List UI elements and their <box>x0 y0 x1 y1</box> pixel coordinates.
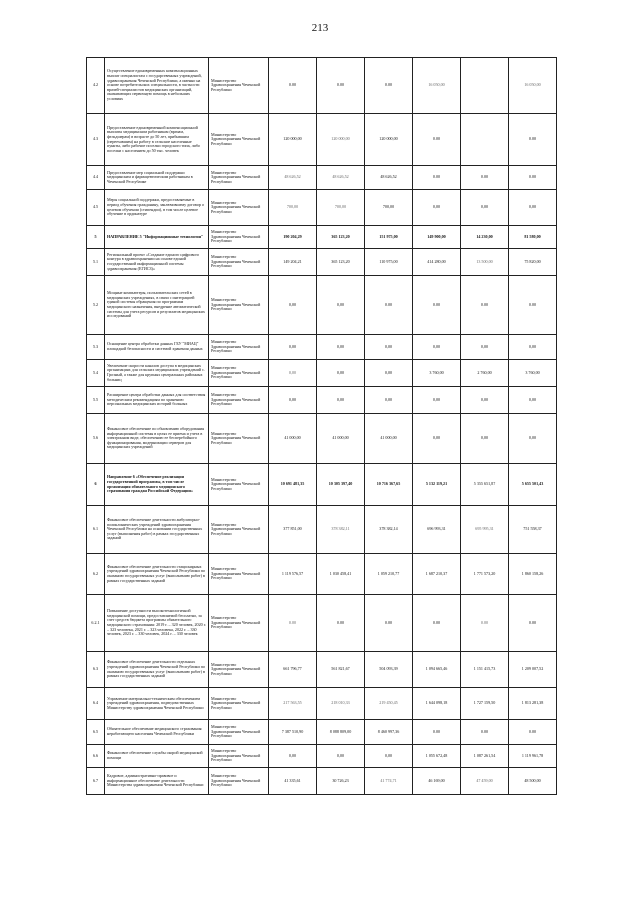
row-name: Кадровое, административно-правовое и информационное обеспечение деятельности Министерства здравоохранения Чеченской Республики <box>105 768 209 795</box>
row-number: 6.1 <box>87 506 105 554</box>
table-row <box>87 768 557 795</box>
row-value: 0,00 <box>269 276 317 335</box>
row-value: 0.00 <box>365 276 413 335</box>
row-number: 5.4 <box>87 360 105 387</box>
table-row <box>87 58 557 114</box>
row-value: 3 760,00 <box>413 360 461 387</box>
row-value: 0,00 <box>413 414 461 464</box>
table-row <box>87 688 557 720</box>
row-number: 5.2 <box>87 276 105 335</box>
row-value: 0.00 <box>509 595 557 652</box>
row-value: 7 387 510,90 <box>269 720 317 745</box>
row-name: Предоставление мер социальной поддержки медицинским и фармацевтическим работникам в Чеченской Республике <box>105 166 209 190</box>
row-value: 10 716 367,65 <box>365 464 413 506</box>
row-executor: Министерство Здравоохранения Чеченской Республики <box>209 688 269 720</box>
row-value <box>461 114 509 166</box>
row-value: 1 813 281,38 <box>509 688 557 720</box>
row-value: 0,00 <box>413 335 461 360</box>
table-row <box>87 506 557 554</box>
row-number: 6.3 <box>87 652 105 688</box>
row-value: 10 305 397,40 <box>317 464 365 506</box>
row-value: 0,00 <box>317 387 365 414</box>
row-value: 41 000,00 <box>269 414 317 464</box>
row-name: Финансовое обеспечение деятельности стационарных учреждений здравоохранения Чеченской Республики по оказанию государственных услуг (выполнению работ) в рамках государственных заданий <box>105 554 209 595</box>
row-value: 41 000,00 <box>365 414 413 464</box>
row-value: 700,00 <box>365 190 413 226</box>
row-value: 48 500,00 <box>509 768 557 795</box>
row-value: 5 655 501,43 <box>509 464 557 506</box>
row-value: 414 280,00 <box>413 249 461 276</box>
row-value: 0,00 <box>269 335 317 360</box>
row-value: 0.00 <box>269 58 317 114</box>
row-executor: Министерство Здравоохранения Чеченской Республики <box>209 768 269 795</box>
row-executor: Министерство Здравоохранения Чеченской Республики <box>209 58 269 114</box>
row-value: 3 760,00 <box>509 360 557 387</box>
row-value: 0,00 <box>269 360 317 387</box>
row-value: 8 088 809,00 <box>317 720 365 745</box>
row-number: 5.3 <box>87 335 105 360</box>
table-row <box>87 554 557 595</box>
row-value: 0.00 <box>413 595 461 652</box>
row-number: 5.6 <box>87 414 105 464</box>
row-number: 5.1 <box>87 249 105 276</box>
row-value: 0,00 <box>269 387 317 414</box>
budget-table <box>86 57 557 795</box>
row-value: 0.00 <box>509 114 557 166</box>
row-value: 5 132 119,21 <box>413 464 461 506</box>
row-value: 1 059 210,77 <box>365 554 413 595</box>
row-value: 1 119 576,57 <box>269 554 317 595</box>
row-number: 6.6 <box>87 745 105 768</box>
row-value: 5 355 651,87 <box>461 464 509 506</box>
table-row <box>87 387 557 414</box>
row-value: 0,00 <box>413 387 461 414</box>
row-value: 1 151 415,73 <box>461 652 509 688</box>
row-value: 695 995,31 <box>461 506 509 554</box>
row-value: 0,00 <box>461 387 509 414</box>
row-executor: Министерство Здравоохранения Чеченской Республики <box>209 114 269 166</box>
row-value: 0,00 <box>317 360 365 387</box>
row-value: 217 563,55 <box>269 688 317 720</box>
row-value: 0,00 <box>365 335 413 360</box>
table-row <box>87 360 557 387</box>
row-name: Оснащение центра обработки данных ГБУ "МИАЦ" площадкой безопасности и системой хранения данных <box>105 335 209 360</box>
row-value: 0,00 <box>365 360 413 387</box>
row-value: 0.00 <box>461 166 509 190</box>
row-value: 0,00 <box>461 414 509 464</box>
row-name: Осуществление единовременных компенсационных выплат специалистам с государственных учреждений, здравоохранения Чеченской Республики, а именно на основе потребительских специальности, в частности врачей-специалистов медицинских организаций, оказывающих первичную помощь в небольших условиях <box>105 58 209 114</box>
row-value: 0,00 <box>317 745 365 768</box>
row-value: 16 050,00 <box>413 58 461 114</box>
row-executor: Министерство Здравоохранения Чеченской Республики <box>209 360 269 387</box>
row-value: 0,00 <box>461 335 509 360</box>
row-value: 700,00 <box>269 190 317 226</box>
row-value: 0.00 <box>509 720 557 745</box>
row-value: 75 820,00 <box>509 249 557 276</box>
table-row <box>87 745 557 768</box>
row-value: 661 796,77 <box>269 652 317 688</box>
row-number: 4.5 <box>87 190 105 226</box>
row-number: 6.5 <box>87 720 105 745</box>
row-value: 2 760,00 <box>461 360 509 387</box>
row-value: 365 123,20 <box>317 249 365 276</box>
row-value: 0.00 <box>269 595 317 652</box>
page-number: 213 <box>311 22 329 34</box>
row-executor: Министерство Здравоохранения Чеченской Республики <box>209 249 269 276</box>
row-value: 1 055 672,48 <box>413 745 461 768</box>
row-value: 120 000,00 <box>317 114 365 166</box>
row-value: 1 209 007,52 <box>509 652 557 688</box>
table-row <box>87 464 557 506</box>
row-value: 0.00 <box>413 114 461 166</box>
row-name: Финансовое обеспечение деятельности амбулаторно-поликлинических учреждений здравоохранения Чеченской Республики на основании государственных услуг (выполнения работ) в рамках государственных заданий <box>105 506 209 554</box>
row-value: 41 335,61 <box>269 768 317 795</box>
row-executor: Министерство Здравоохранения Чеченской Республики <box>209 335 269 360</box>
row-executor: Министерство Здравоохранения Чеченской Республики <box>209 226 269 249</box>
row-value: 561 821,67 <box>317 652 365 688</box>
row-executor: Министерство Здравоохранения Чеченской Республики <box>209 276 269 335</box>
row-executor: Министерство Здравоохранения Чеченской Республики <box>209 387 269 414</box>
row-number: 4.2 <box>87 58 105 114</box>
table-row <box>87 335 557 360</box>
row-value: 377 851,00 <box>269 506 317 554</box>
row-name: Меры социальной поддержки, предоставляемые в период обучения гражданину, заключившему договор о целевом обучении (стипендии), в том числе целевое обучение в ординатуре <box>105 190 209 226</box>
row-value: 46 169,00 <box>413 768 461 795</box>
row-number: 4.3 <box>87 114 105 166</box>
row-value: 1 644 098,18 <box>413 688 461 720</box>
row-value: 378 382,11 <box>317 506 365 554</box>
row-value: 700,00 <box>317 190 365 226</box>
row-value: 0.00 <box>413 276 461 335</box>
row-value: 149 900,00 <box>413 226 461 249</box>
row-value: 120 000,00 <box>365 114 413 166</box>
row-value: 1 687 210,37 <box>413 554 461 595</box>
row-name: Финансовое обеспечение по обновлению оборудования информационной системы в целях ее приема и учета в электронном виде, обеспечению ее бесперебойного функционирования, модернизации серверов для медицинских учреждений <box>105 414 209 464</box>
row-value: 218 010,33 <box>317 688 365 720</box>
row-value: 41 774,71 <box>365 768 413 795</box>
row-value: 149 204,21 <box>269 249 317 276</box>
row-value: 0.00 <box>413 166 461 190</box>
row-value: 0.00 <box>461 276 509 335</box>
row-name: Предоставление единовременной компенсационной выплаты медицинским работникам (врачам, фельдшерам) в возрасте до 50 лет, прибывшим (переехавшим) на работу в сельские населенные пункты, либо рабочие поселки городского типа, либо поселки с населением до 50 тыс. человек <box>105 114 209 166</box>
row-executor: Министерство Здравоохранения Чеченской Республики <box>209 506 269 554</box>
row-value: 0.00 <box>509 166 557 190</box>
row-name: Региональный проект «Создание единого цифрового контура в здравоохранении на основе единой государственной информационной системы здравоохранения (ЕГИСЗ)» <box>105 249 209 276</box>
row-executor: Министерство Здравоохранения Чеченской Республики <box>209 166 269 190</box>
row-value: 48 626,52 <box>269 166 317 190</box>
row-value: 41 000,00 <box>317 414 365 464</box>
row-value: 0.00 <box>317 595 365 652</box>
row-name: Финансовое обеспечение деятельности отдельных учреждений здравоохранения Чеченской Республики по оказанию государственных услуг (выполнению работ) в рамках государственных заданий <box>105 652 209 688</box>
row-value: 0.00 <box>365 58 413 114</box>
row-name: Мощные компьютеры, пользовательских сетей в медицинских учреждениях, в связи с интеграцией единой системы обращения по программам медицинского назначения, внедрение автоматической системы для учета ресурсов и результатов медицинских исследований <box>105 276 209 335</box>
row-value: 30 726,23 <box>317 768 365 795</box>
row-value: 151 975,00 <box>365 226 413 249</box>
row-executor: Министерство Здравоохранения Чеченской Республики <box>209 652 269 688</box>
row-executor: Министерство Здравоохранения Чеченской Республики <box>209 720 269 745</box>
row-name: Управление материально-техническим обеспечением учреждений здравоохранения, подведомственных Министерству здравоохранения Чеченской Республики <box>105 688 209 720</box>
table-row <box>87 720 557 745</box>
row-value: 0.00 <box>461 595 509 652</box>
row-value: 13 500,00 <box>461 249 509 276</box>
table-row <box>87 414 557 464</box>
table-row <box>87 276 557 335</box>
row-value: 0.00 <box>413 720 461 745</box>
row-value: 0.00 <box>509 276 557 335</box>
row-value: 1 094 665,46 <box>413 652 461 688</box>
row-number: 5.5 <box>87 387 105 414</box>
row-value: 48 626,52 <box>317 166 365 190</box>
row-value: 47 459,00 <box>461 768 509 795</box>
row-value: 1 030 458,41 <box>317 554 365 595</box>
row-executor: Министерство Здравоохранения Чеченской Республики <box>209 464 269 506</box>
row-value: 219 450,45 <box>365 688 413 720</box>
row-value: 1 087 261,54 <box>461 745 509 768</box>
row-value: 751 558,37 <box>509 506 557 554</box>
row-value: 14 230,00 <box>461 226 509 249</box>
row-value: 504 093,39 <box>365 652 413 688</box>
row-value <box>461 58 509 114</box>
row-number: 6.4 <box>87 688 105 720</box>
table-row <box>87 652 557 688</box>
row-value: 1 119 961,78 <box>509 745 557 768</box>
row-executor: Министерство Здравоохранения Чеченской Республики <box>209 190 269 226</box>
row-value: 1 860 158,26 <box>509 554 557 595</box>
row-number: 6.2 <box>87 554 105 595</box>
row-value: 0.00 <box>365 595 413 652</box>
row-name: Повышение доступности высокотехнологичной медицинской помощи, предоставляемой бесплатно, за счет средств бюджета программы обязательного медицинского страхования: 2019 г. – 320 человек, 2020 г. – 323 человека, 2021 г. – 323 человека, 2022 г. – 330 человек, 2023 г. – 330 человек, 2024 г. – 330 человек <box>105 595 209 652</box>
row-value: 1 771 573,20 <box>461 554 509 595</box>
row-name: Обязательное обеспечение медицинского страхования неработающего населения Чеченской Республики <box>105 720 209 745</box>
row-value: 365 123,20 <box>317 226 365 249</box>
row-name: НАПРАВЛЕНИЕ 5 "Информационные технологии" <box>105 226 209 249</box>
row-number: 4.4 <box>87 166 105 190</box>
row-number: 6.2.1 <box>87 595 105 652</box>
table-row <box>87 166 557 190</box>
row-value: 696 993,31 <box>413 506 461 554</box>
row-value: 0.00 <box>317 58 365 114</box>
row-value: 378 382,14 <box>365 506 413 554</box>
table-row <box>87 190 557 226</box>
table-row <box>87 114 557 166</box>
row-name: Финансовое обеспечение службы скорой медицинской помощи <box>105 745 209 768</box>
table-row <box>87 595 557 652</box>
row-value: 0,00 <box>317 335 365 360</box>
row-executor: Министерство Здравоохранения Чеченской Республики <box>209 595 269 652</box>
row-name: Расширение центра обработки данных для соответствия методическим рекомендациям по хранению персональных медицинских историй больных <box>105 387 209 414</box>
row-value: 81 580,00 <box>509 226 557 249</box>
row-number: 6.7 <box>87 768 105 795</box>
row-value: 120 000,00 <box>269 114 317 166</box>
row-executor: Министерство Здравоохранения Чеченской Республики <box>209 745 269 768</box>
row-value: 0,00 <box>461 190 509 226</box>
row-value: 0,00 <box>413 190 461 226</box>
row-value: 0,00 <box>365 745 413 768</box>
table-row <box>87 226 557 249</box>
row-number: 6 <box>87 464 105 506</box>
row-value: 0,00 <box>509 335 557 360</box>
table-row <box>87 249 557 276</box>
row-value: 0,00 <box>269 745 317 768</box>
row-value: 10 691 481,35 <box>269 464 317 506</box>
row-value: 0,00 <box>509 387 557 414</box>
row-executor: Министерство Здравоохранения Чеченской Республики <box>209 554 269 595</box>
row-value: 0,00 <box>509 190 557 226</box>
row-value: 0.00 <box>461 720 509 745</box>
row-value: 48 626,52 <box>365 166 413 190</box>
row-value: 0,00 <box>317 276 365 335</box>
row-value: 110 975,00 <box>365 249 413 276</box>
row-name: Увеличение скорости каналов доступа в медицинских организациях для сельских медицинских учреждений с. Грозный, а также для крупных центральных районных больниц <box>105 360 209 387</box>
row-value: 0,00 <box>365 387 413 414</box>
row-value: 16 050,00 <box>509 58 557 114</box>
row-number: 5 <box>87 226 105 249</box>
row-value: 8 460 997,36 <box>365 720 413 745</box>
row-value: 0,00 <box>509 414 557 464</box>
row-value: 190 204,29 <box>269 226 317 249</box>
row-executor: Министерство Здравоохранения Чеченской Республики <box>209 414 269 464</box>
row-value: 1 727 159,50 <box>461 688 509 720</box>
row-name: Направление 6 «Обеспечение реализации государственной программы, в том числе организация обязательного медицинского страхования граждан Российской Федерации» <box>105 464 209 506</box>
